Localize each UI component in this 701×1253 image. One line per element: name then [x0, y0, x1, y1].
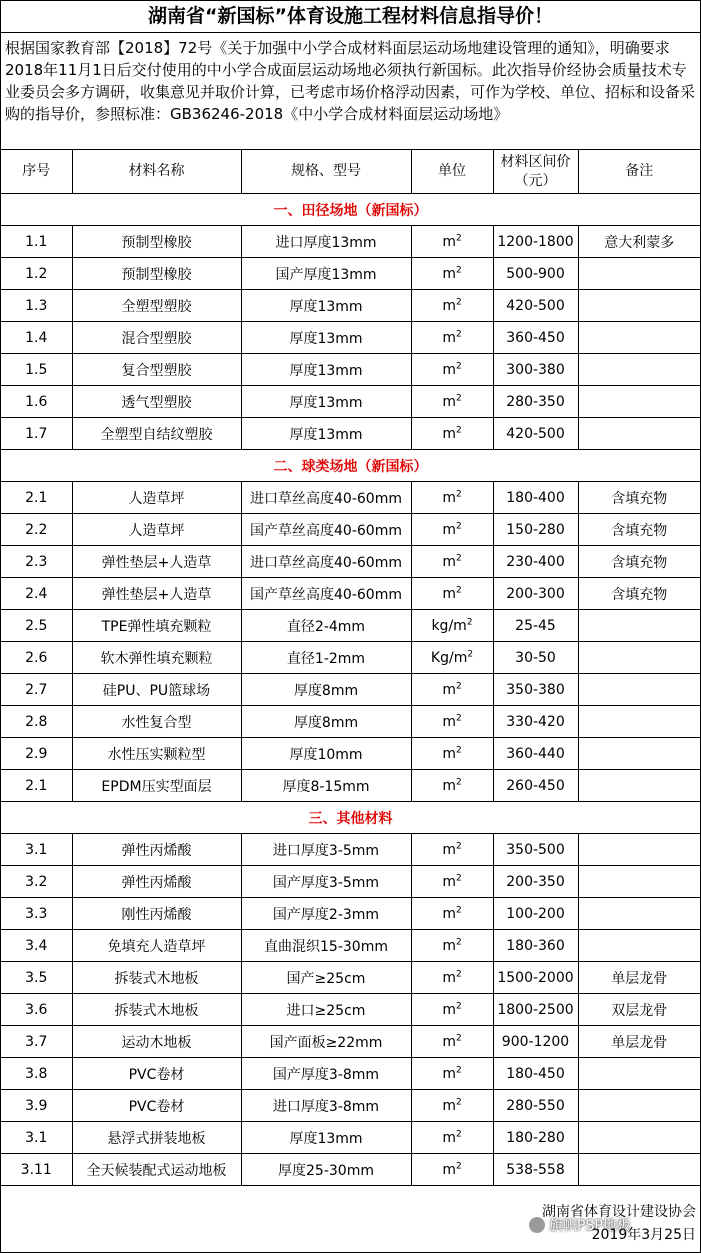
- cell-price: 30-50: [493, 642, 578, 674]
- section-header-row: [1, 450, 700, 482]
- cell-note: [578, 738, 700, 770]
- cell-spec: 国产厚度3-5mm: [241, 866, 411, 898]
- unit-exponent: 2: [455, 872, 462, 883]
- table-row: [1, 930, 700, 962]
- footer-date: 2019年3月25日: [591, 1227, 696, 1243]
- table-row: [1, 1154, 700, 1186]
- cell-note: 含填充物: [578, 578, 700, 610]
- footer: [1, 1193, 700, 1252]
- cell-no: 2.5: [1, 610, 72, 642]
- cell-spec: 进口草丝高度40-60mm: [241, 546, 411, 578]
- cell-spec: 进口≥25cm: [241, 994, 411, 1026]
- cell-unit: [411, 1122, 493, 1154]
- cell-price: 420-500: [493, 418, 578, 450]
- cell-note: [578, 1058, 700, 1090]
- cell-note: 含填充物: [578, 546, 700, 578]
- cell-unit: [411, 1154, 493, 1186]
- unit-exponent: 2: [455, 328, 462, 339]
- unit-text: m: [442, 361, 456, 378]
- unit-exponent: 2: [455, 776, 462, 787]
- cell-no: 1.7: [1, 418, 72, 450]
- document-title: 湖南省“新国标”体育设施工程材料信息指导价！: [1, 1, 700, 33]
- table-row: [1, 994, 700, 1026]
- unit-text: m: [442, 713, 456, 730]
- unit-exponent: 2: [455, 232, 462, 243]
- cell-spec: 进口厚度13mm: [241, 226, 411, 258]
- unit-text: m: [442, 681, 456, 698]
- cell-name: 水性压实颗粒型: [72, 738, 241, 770]
- unit-exponent: 2: [455, 1128, 462, 1139]
- unit-text: m: [442, 777, 456, 794]
- cell-price: 280-350: [493, 386, 578, 418]
- cell-note: [578, 418, 700, 450]
- table-row: [1, 290, 700, 322]
- cell-name: PVC卷材: [72, 1058, 241, 1090]
- cell-price: 180-450: [493, 1058, 578, 1090]
- cell-unit: [411, 258, 493, 290]
- cell-no: 3.9: [1, 1090, 72, 1122]
- header-unit: 单位: [411, 150, 493, 194]
- unit-exponent: 2: [455, 904, 462, 915]
- cell-spec: 厚度13mm: [241, 322, 411, 354]
- cell-price: 538-558: [493, 1154, 578, 1186]
- cell-spec: 直曲混织15-30mm: [241, 930, 411, 962]
- cell-spec: 国产草丝高度40-60mm: [241, 514, 411, 546]
- cell-name: 预制型橡胶: [72, 226, 241, 258]
- cell-price: 500-900: [493, 258, 578, 290]
- unit-exponent: 2: [455, 1096, 462, 1107]
- cell-no: 3.1: [1, 1122, 72, 1154]
- unit-exponent: 2: [455, 520, 462, 531]
- unit-text: m: [442, 265, 456, 282]
- cell-note: 含填充物: [578, 514, 700, 546]
- unit-text: m: [442, 745, 456, 762]
- cell-no: 3.4: [1, 930, 72, 962]
- unit-exponent: 2: [455, 584, 462, 595]
- cell-price: 900-1200: [493, 1026, 578, 1058]
- table-row: [1, 738, 700, 770]
- header-name: 材料名称: [72, 150, 241, 194]
- cell-no: 2.9: [1, 738, 72, 770]
- cell-note: 含填充物: [578, 482, 700, 514]
- unit-exponent: 2: [455, 744, 462, 755]
- cell-note: [578, 258, 700, 290]
- cell-unit: [411, 706, 493, 738]
- cell-price: 350-380: [493, 674, 578, 706]
- unit-text: m: [442, 521, 456, 538]
- cell-spec: 进口厚度3-5mm: [241, 834, 411, 866]
- cell-name: 弹性垫层+人造草: [72, 578, 241, 610]
- cell-unit: [411, 546, 493, 578]
- unit-text: kg/m: [431, 617, 467, 634]
- cell-price: 1800-2500: [493, 994, 578, 1026]
- cell-name: 拆装式木地板: [72, 962, 241, 994]
- section-header-row: [1, 194, 700, 226]
- unit-exponent: 2: [455, 392, 462, 403]
- header-price: [493, 150, 578, 194]
- cell-name: TPE弹性填充颗粒: [72, 610, 241, 642]
- cell-spec: 直径1-2mm: [241, 642, 411, 674]
- cell-unit: [411, 610, 493, 642]
- unit-exponent: 2: [467, 648, 474, 659]
- cell-no: 1.1: [1, 226, 72, 258]
- cell-note: [578, 610, 700, 642]
- unit-text: m: [442, 393, 456, 410]
- cell-price: 330-420: [493, 706, 578, 738]
- table-row: [1, 258, 700, 290]
- cell-spec: 厚度8-15mm: [241, 770, 411, 802]
- unit-exponent: 2: [455, 1064, 462, 1075]
- cell-unit: [411, 994, 493, 1026]
- unit-text: m: [442, 297, 456, 314]
- unit-exponent: 2: [455, 1000, 462, 1011]
- table-row: [1, 770, 700, 802]
- unit-exponent: 2: [455, 488, 462, 499]
- cell-no: 2.6: [1, 642, 72, 674]
- cell-spec: 国产≥25cm: [241, 962, 411, 994]
- cell-name: EPDM压实型面层: [72, 770, 241, 802]
- table-row: [1, 354, 700, 386]
- unit-text: m: [442, 1033, 456, 1050]
- header-note: 备注: [578, 150, 700, 194]
- cell-no: 1.3: [1, 290, 72, 322]
- section-header-row: [1, 802, 700, 834]
- unit-exponent: 2: [455, 552, 462, 563]
- cell-spec: 厚度13mm: [241, 418, 411, 450]
- cell-price: 280-550: [493, 1090, 578, 1122]
- cell-unit: [411, 770, 493, 802]
- cell-unit: [411, 1090, 493, 1122]
- table-row: [1, 610, 700, 642]
- table-row: [1, 418, 700, 450]
- cell-no: 2.3: [1, 546, 72, 578]
- cell-spec: 厚度13mm: [241, 290, 411, 322]
- unit-text: m: [442, 425, 456, 442]
- unit-exponent: 2: [455, 264, 462, 275]
- cell-unit: [411, 578, 493, 610]
- cell-note: [578, 386, 700, 418]
- cell-name: PVC卷材: [72, 1090, 241, 1122]
- cell-unit: [411, 354, 493, 386]
- cell-no: 1.6: [1, 386, 72, 418]
- unit-text: m: [442, 841, 456, 858]
- table-row: [1, 226, 700, 258]
- table-row: [1, 866, 700, 898]
- cell-name: 人造草坪: [72, 514, 241, 546]
- table-row: [1, 1026, 700, 1058]
- cell-price: 200-300: [493, 578, 578, 610]
- unit-text: m: [442, 1065, 456, 1082]
- table-row: [1, 514, 700, 546]
- header-price-label: 材料区间价（元）: [500, 153, 571, 189]
- cell-spec: 厚度13mm: [241, 1122, 411, 1154]
- cell-spec: 国产厚度13mm: [241, 258, 411, 290]
- cell-price: 180-400: [493, 482, 578, 514]
- cell-no: 3.1: [1, 834, 72, 866]
- cell-note: [578, 1154, 700, 1186]
- table-row: [1, 962, 700, 994]
- header-no: 序号: [1, 150, 72, 194]
- cell-no: 1.4: [1, 322, 72, 354]
- section-title: 一、田径场地（新国标）: [1, 194, 700, 226]
- table-header-row: [1, 150, 700, 194]
- cell-price: 1200-1800: [493, 226, 578, 258]
- cell-note: [578, 866, 700, 898]
- wechat-icon: [529, 1217, 545, 1233]
- footer-organization: 湖南省体育设计建设协会: [542, 1204, 696, 1220]
- cell-name: 悬浮式拼装地板: [72, 1122, 241, 1154]
- cell-unit: [411, 226, 493, 258]
- cell-note: 单层龙骨: [578, 1026, 700, 1058]
- unit-text: m: [442, 553, 456, 570]
- cell-unit: [411, 514, 493, 546]
- table-row: [1, 546, 700, 578]
- cell-note: [578, 834, 700, 866]
- cell-name: 拆装式木地板: [72, 994, 241, 1026]
- section-title: 三、其他材料: [1, 802, 700, 834]
- cell-note: [578, 290, 700, 322]
- table-row: [1, 706, 700, 738]
- header-spec: 规格、型号: [241, 150, 411, 194]
- cell-note: 双层龙骨: [578, 994, 700, 1026]
- section-title: 二、球类场地（新国标）: [1, 450, 700, 482]
- cell-name: 人造草坪: [72, 482, 241, 514]
- cell-unit: [411, 1058, 493, 1090]
- unit-exponent: 2: [455, 1160, 462, 1171]
- table-row: [1, 386, 700, 418]
- cell-name: 水性复合型: [72, 706, 241, 738]
- cell-spec: 国产厚度3-8mm: [241, 1058, 411, 1090]
- table-row: [1, 1058, 700, 1090]
- cell-spec: 厚度13mm: [241, 386, 411, 418]
- cell-no: 1.2: [1, 258, 72, 290]
- cell-unit: [411, 386, 493, 418]
- cell-unit: [411, 418, 493, 450]
- cell-price: 150-280: [493, 514, 578, 546]
- table-row: [1, 578, 700, 610]
- cell-note: [578, 898, 700, 930]
- unit-text: m: [442, 233, 456, 250]
- cell-unit: [411, 674, 493, 706]
- cell-unit: [411, 322, 493, 354]
- cell-note: 意大利蒙多: [578, 226, 700, 258]
- unit-text: m: [442, 1161, 456, 1178]
- cell-price: 1500-2000: [493, 962, 578, 994]
- cell-no: 2.7: [1, 674, 72, 706]
- cell-spec: 厚度13mm: [241, 354, 411, 386]
- cell-no: 1.5: [1, 354, 72, 386]
- cell-no: 2.2: [1, 514, 72, 546]
- unit-exponent: 2: [466, 616, 473, 627]
- unit-exponent: 2: [455, 424, 462, 435]
- cell-no: 3.6: [1, 994, 72, 1026]
- table-row: [1, 642, 700, 674]
- cell-name: 免填充人造草坪: [72, 930, 241, 962]
- cell-name: 混合型塑胶: [72, 322, 241, 354]
- unit-text: m: [442, 969, 456, 986]
- unit-exponent: 2: [455, 680, 462, 691]
- cell-price: 230-400: [493, 546, 578, 578]
- watermark-text: 旗帜PSP地板: [549, 1218, 631, 1234]
- cell-note: [578, 642, 700, 674]
- cell-note: [578, 770, 700, 802]
- cell-spec: 国产厚度2-3mm: [241, 898, 411, 930]
- cell-no: 3.2: [1, 866, 72, 898]
- cell-spec: 国产草丝高度40-60mm: [241, 578, 411, 610]
- cell-unit: [411, 834, 493, 866]
- cell-spec: 进口草丝高度40-60mm: [241, 482, 411, 514]
- cell-name: 刚性丙烯酸: [72, 898, 241, 930]
- cell-unit: [411, 482, 493, 514]
- unit-exponent: 2: [455, 712, 462, 723]
- cell-price: 300-380: [493, 354, 578, 386]
- cell-name: 全天候装配式运动地板: [72, 1154, 241, 1186]
- unit-exponent: 2: [455, 360, 462, 371]
- cell-price: 180-280: [493, 1122, 578, 1154]
- unit-text: m: [442, 329, 456, 346]
- cell-unit: [411, 738, 493, 770]
- unit-exponent: 2: [455, 1032, 462, 1043]
- unit-text: m: [442, 1129, 456, 1146]
- unit-text: m: [442, 873, 456, 890]
- cell-name: 全塑型塑胶: [72, 290, 241, 322]
- cell-price: 180-360: [493, 930, 578, 962]
- table-row: [1, 674, 700, 706]
- cell-price: 420-500: [493, 290, 578, 322]
- cell-price: 350-500: [493, 834, 578, 866]
- cell-spec: 直径2-4mm: [241, 610, 411, 642]
- cell-unit: [411, 1026, 493, 1058]
- cell-unit: [411, 898, 493, 930]
- unit-text: m: [442, 937, 456, 954]
- cell-name: 复合型塑胶: [72, 354, 241, 386]
- cell-unit: [411, 642, 493, 674]
- cell-price: 260-450: [493, 770, 578, 802]
- cell-no: 2.1: [1, 482, 72, 514]
- price-table: [1, 150, 700, 1186]
- cell-unit: [411, 290, 493, 322]
- intro-paragraph: 根据国家教育部【2018】72号《关于加强中小学合成材料面层运动场地建设管理的通知》，明确要求2018年11月1日后交付使用的中小学合成面层运动场地必须执行新国标。此次指导价经协会质量技术专业委员会多方调研，收集意见并取价计算，已考虑市场价格浮动因素，可作为学校、单位、招标和设备采购的指导价，参照标准：GB36246-2018《中小学合成材料面层运动场地》: [1, 33, 700, 150]
- cell-unit: [411, 930, 493, 962]
- table-row: [1, 834, 700, 866]
- table-row: [1, 898, 700, 930]
- cell-name: 弹性丙烯酸: [72, 866, 241, 898]
- cell-note: [578, 706, 700, 738]
- cell-note: [578, 322, 700, 354]
- unit-exponent: 2: [455, 968, 462, 979]
- cell-name: 透气型塑胶: [72, 386, 241, 418]
- cell-note: [578, 930, 700, 962]
- cell-note: [578, 1090, 700, 1122]
- cell-name: 弹性垫层+人造草: [72, 546, 241, 578]
- cell-unit: [411, 962, 493, 994]
- unit-exponent: 2: [455, 840, 462, 851]
- unit-text: m: [442, 905, 456, 922]
- cell-price: 360-440: [493, 738, 578, 770]
- cell-spec: 厚度10mm: [241, 738, 411, 770]
- cell-spec: 厚度25-30mm: [241, 1154, 411, 1186]
- cell-no: 3.5: [1, 962, 72, 994]
- cell-no: 2.1: [1, 770, 72, 802]
- unit-text: m: [442, 1097, 456, 1114]
- unit-exponent: 2: [455, 296, 462, 307]
- unit-text: m: [442, 585, 456, 602]
- cell-price: 360-450: [493, 322, 578, 354]
- unit-text: m: [442, 1001, 456, 1018]
- cell-name: 硅PU、PU篮球场: [72, 674, 241, 706]
- cell-note: 单层龙骨: [578, 962, 700, 994]
- cell-name: 全塑型自结纹塑胶: [72, 418, 241, 450]
- cell-no: 3.8: [1, 1058, 72, 1090]
- cell-no: 3.7: [1, 1026, 72, 1058]
- cell-note: [578, 674, 700, 706]
- cell-note: [578, 1122, 700, 1154]
- unit-exponent: 2: [455, 936, 462, 947]
- cell-price: 100-200: [493, 898, 578, 930]
- cell-spec: 厚度8mm: [241, 674, 411, 706]
- cell-name: 运动木地板: [72, 1026, 241, 1058]
- cell-price: 25-45: [493, 610, 578, 642]
- cell-name: 预制型橡胶: [72, 258, 241, 290]
- unit-text: m: [442, 489, 456, 506]
- table-row: [1, 1122, 700, 1154]
- cell-spec: 厚度8mm: [241, 706, 411, 738]
- cell-spec: 进口厚度3-8mm: [241, 1090, 411, 1122]
- table-row: [1, 1090, 700, 1122]
- cell-no: 2.8: [1, 706, 72, 738]
- table-row: [1, 482, 700, 514]
- table-row: [1, 322, 700, 354]
- cell-no: 3.3: [1, 898, 72, 930]
- cell-unit: [411, 866, 493, 898]
- cell-note: [578, 354, 700, 386]
- cell-name: 软木弹性填充颗粒: [72, 642, 241, 674]
- cell-no: 2.4: [1, 578, 72, 610]
- cell-name: 弹性丙烯酸: [72, 834, 241, 866]
- cell-price: 200-350: [493, 866, 578, 898]
- cell-no: 3.11: [1, 1154, 72, 1186]
- cell-spec: 国产面板≥22mm: [241, 1026, 411, 1058]
- unit-text: Kg/m: [430, 649, 468, 666]
